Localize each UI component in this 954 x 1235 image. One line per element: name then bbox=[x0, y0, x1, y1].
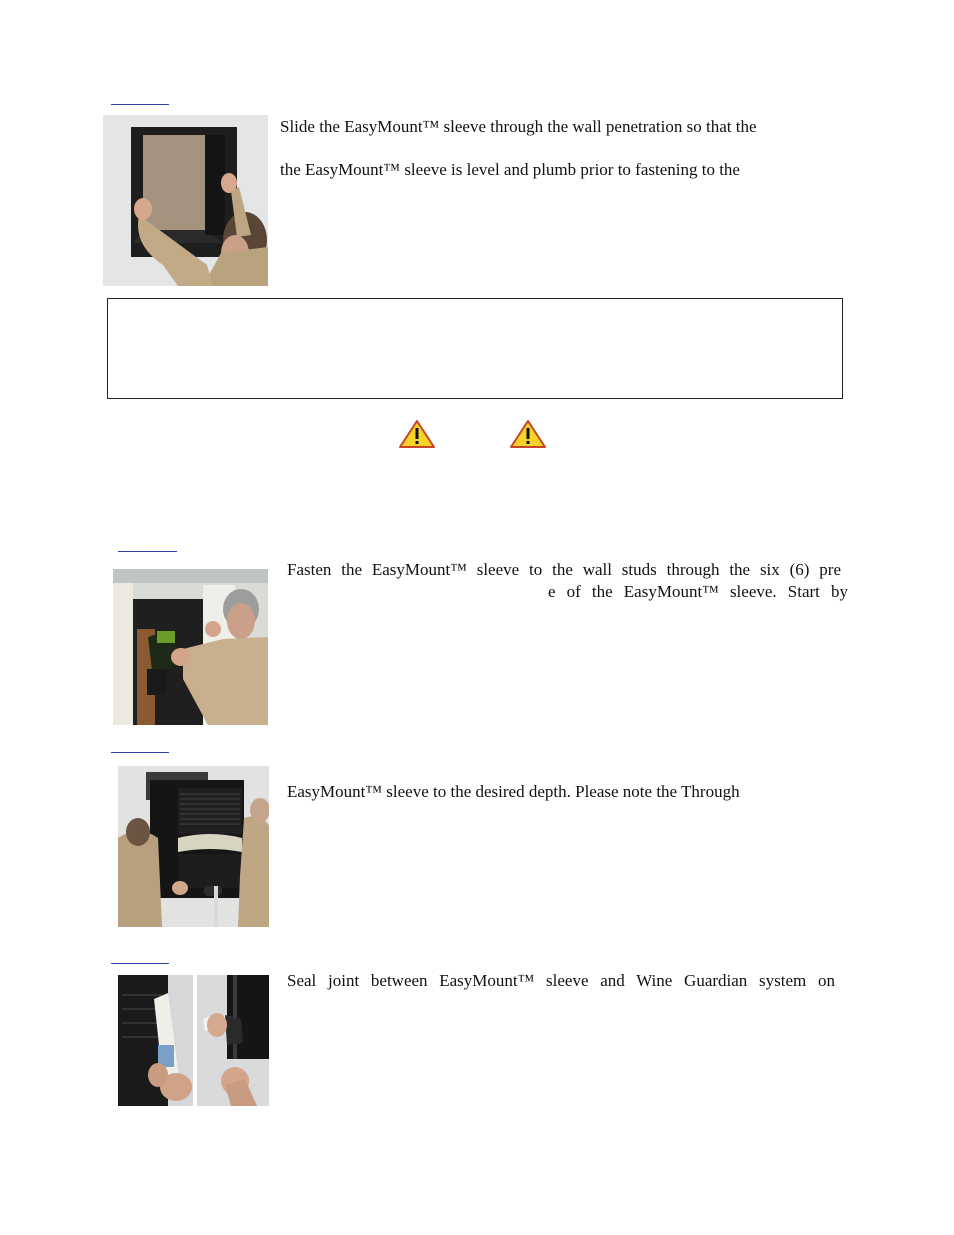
step-4-text-line-1: Seal joint between EasyMount™ sleeve and Wine Guardian system on bbox=[287, 971, 835, 990]
warning-triangle-icon bbox=[509, 419, 547, 449]
step-2-rule bbox=[118, 551, 177, 552]
warning-triangle-icon bbox=[398, 419, 436, 449]
step-2-text-line-1: Fasten the EasyMount™ sleeve to the wall studs through the six (6) pre bbox=[287, 560, 841, 579]
step-4-photo-left bbox=[118, 975, 193, 1106]
step-1-text-line-1: Slide the EasyMount™ sleeve through the wall penetration so that the bbox=[280, 117, 757, 136]
step-3-text-line-1: EasyMount™ sleeve to the desired depth. Please note the Through bbox=[287, 782, 740, 801]
step-1-text-line-2: the EasyMount™ sleeve is level and plumb prior to fastening to the bbox=[280, 160, 740, 179]
step-1-photo bbox=[103, 115, 268, 286]
step-3-photo bbox=[118, 766, 269, 927]
step-4-photo-right bbox=[197, 975, 269, 1106]
step-2-text-line-2: e of the EasyMount™ sleeve. Start by bbox=[548, 582, 848, 601]
note-box bbox=[107, 298, 843, 399]
step-2-photo bbox=[113, 569, 268, 725]
step-3-rule bbox=[111, 752, 169, 753]
step-1-rule bbox=[111, 104, 169, 105]
step-4-rule bbox=[111, 963, 169, 964]
